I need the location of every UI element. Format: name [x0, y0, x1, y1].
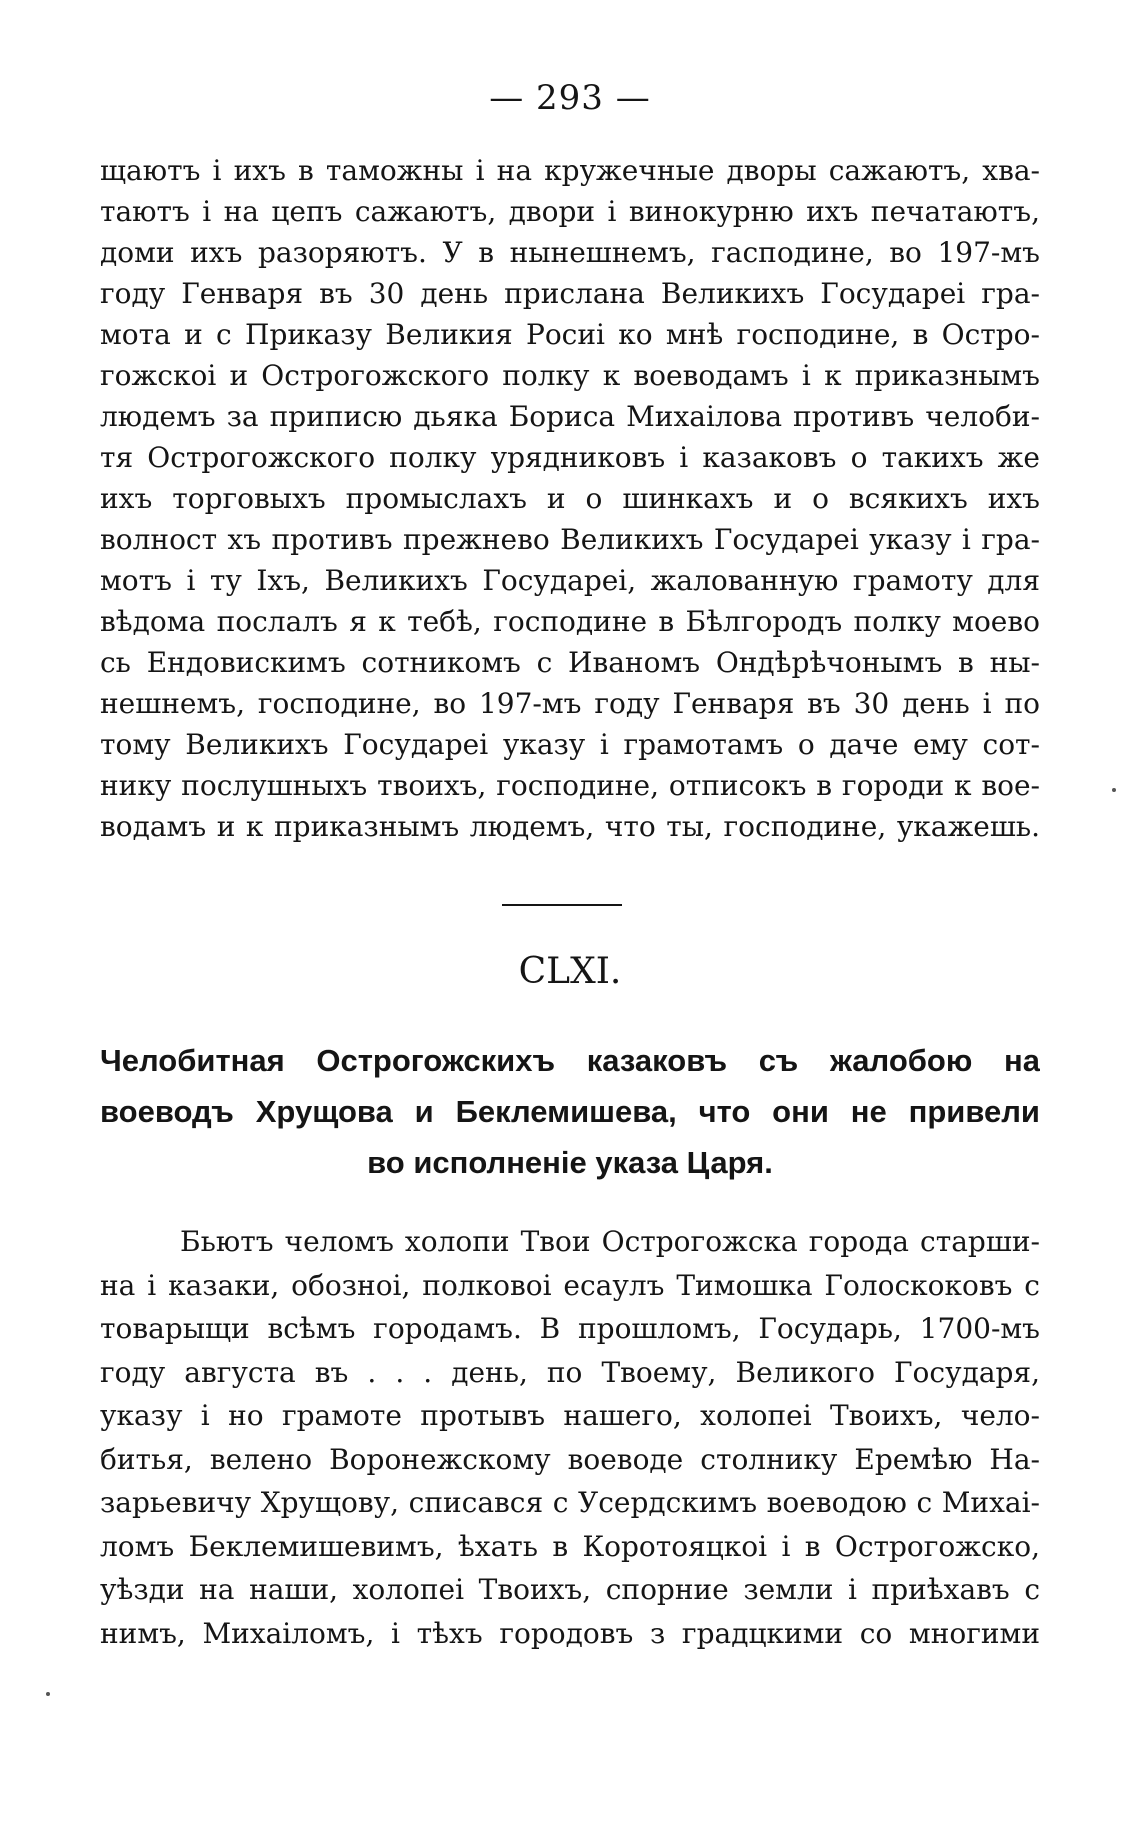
text-line: волност хъ противъ прежнево Великихъ Государеі указу і гра- [100, 523, 1040, 556]
top-paragraph [100, 150, 1040, 847]
section-number: CLXI. [518, 951, 622, 992]
text-line: людемъ за приписю дьяка Бориса Михаілова противъ челоби- [100, 400, 1040, 433]
text-line: товарыщи всѣмъ городамъ. В прошломъ, Государь, 1700-мъ [100, 1312, 1040, 1345]
scan-speck [1112, 788, 1116, 792]
text-line: щаютъ і ихъ в таможны і на кружечные дворы сажаютъ, хва- [100, 154, 1040, 187]
heading-line: Челобитная Острогожскихъ казаковъ съ жалобою на [100, 1043, 1040, 1078]
text-line: Бьютъ челомъ холопи Твои Острогожска города старши- [180, 1225, 1040, 1258]
text-line: таютъ і на цепъ сажаютъ, двори і винокурню ихъ печатаютъ, [100, 195, 1040, 228]
text-line: водамъ и к приказнымъ людемъ, что ты, господине, укажешь. [100, 810, 1040, 843]
text-line: вѣдома послалъ я к тебѣ, господине в Бѣлгородъ полку моево [100, 605, 1040, 638]
text-line: году августа въ . . . день, по Твоему, Великого Государя, [100, 1355, 1040, 1389]
heading-line: во исполненіе указа Царя. [367, 1145, 773, 1180]
text-line: тя Острогожского полку урядниковъ і казаковъ о такихъ же [100, 441, 1040, 474]
text-line: уѣзди на наши, холопеі Твоихъ, спорние земли і приѣхавъ с [100, 1573, 1040, 1606]
text-line: указу і но грамоте протывъ нашего, холопеі Твоихъ, чело- [100, 1399, 1040, 1432]
text-line: году Генваря въ 30 день прислана Великихъ Государеі гра- [100, 277, 1040, 310]
bottom-paragraph [100, 1220, 1040, 1655]
text-line: мотъ і ту Іхъ, Великихъ Государеі, жалованную грамоту для [100, 564, 1040, 597]
text-line: ломъ Беклемишевимъ, ѣхать в Коротояцкоі і в Острогожско, [100, 1529, 1040, 1563]
text-line: сь Ендовискимъ сотникомъ с Иваномъ Ондѣрѣчонымъ в ны- [100, 646, 1040, 679]
text-line: ихъ торговыхъ промыслахъ и о шинкахъ и о всякихъ ихъ [100, 482, 1040, 515]
text-line: тому Великихъ Государеі указу і грамотамъ о даче ему сот- [100, 728, 1040, 761]
text-line: нику послушныхъ твоихъ, господине, отписокъ в городи к вое- [100, 769, 1040, 802]
text-line: на і казаки, обозноі, полковоі есаулъ Тимошка Голоскоковъ с [100, 1268, 1040, 1302]
text-line: мота и с Приказу Великия Росиі ко мнѣ господине, в Остро- [100, 318, 1040, 351]
text-line: гожскоі и Острогожского полку к воеводамъ і к приказнымъ [100, 359, 1040, 392]
text-line: доми ихъ разоряютъ. У в нынешнемъ, гасподине, во 197-мъ [100, 236, 1040, 269]
text-line: нешнемъ, господине, во 197-мъ году Генваря въ 30 день і по [100, 687, 1040, 720]
text-line: битья, велено Воронежскому воеводе столнику Еремѣю На- [100, 1442, 1040, 1476]
page-number: — 293 — [489, 78, 651, 118]
section-heading [100, 1035, 1040, 1188]
text-line: нимъ, Михаіломъ, і тѣхъ городовъ з градцкими со многими [100, 1616, 1040, 1650]
text-line: зарьевичу Хрущову, списався с Усердскимъ воеводою с Михаі- [100, 1486, 1040, 1519]
heading-line: воеводъ Хрущова и Беклемишева, что они не привели [100, 1094, 1040, 1129]
scan-speck [46, 1692, 50, 1696]
section-divider [502, 904, 622, 906]
